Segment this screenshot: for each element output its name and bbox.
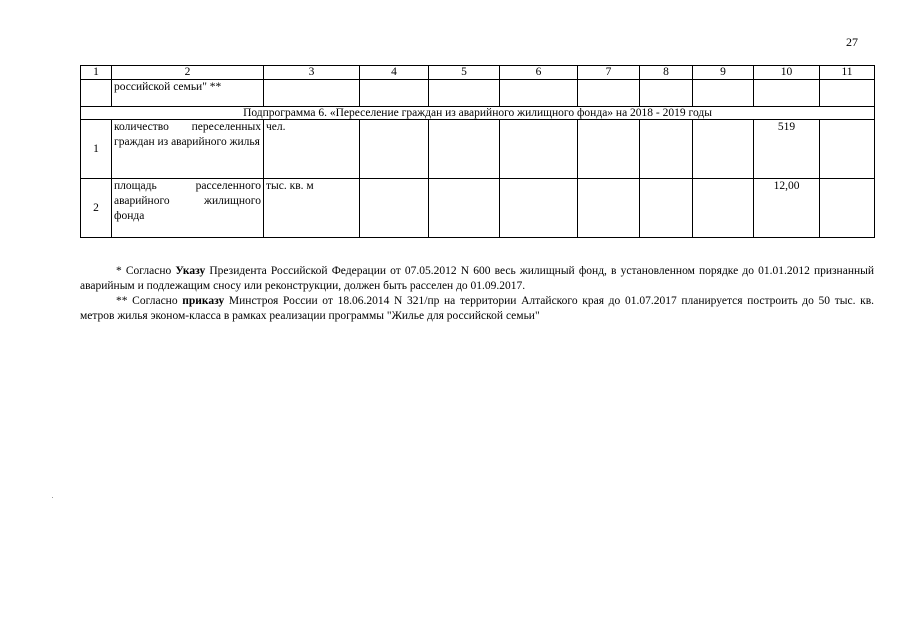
unit-cell: чел. (264, 120, 360, 179)
footnote-2-text: Минстроя России от 18.06.2014 N 321/пр на территории Алтайского края до 01.07.2017 планируется построить до 50 тыс. кв. метров жилья эконом-класса в рамках реализации программы "Жилье для российской семьи" (80, 295, 875, 322)
footnote-1-text: Президента Российской Федерации от 07.05.2012 N 600 весь жилищный фонд, в установленном порядке до 01.01.2012 признанный аварийным и подлежащим сносу или реконструкции, должен быть расселен до 01.09.2017. (80, 265, 875, 292)
col-num-11: 11 (820, 66, 875, 80)
footnote-2-bold: приказу (182, 295, 225, 307)
indicator-name: количество переселенных граждан из аварийного жилья (112, 120, 264, 179)
footnote-2 (80, 294, 874, 324)
col-num-5: 5 (429, 66, 500, 80)
row-number: 1 (81, 120, 112, 179)
col-num-2: 2 (112, 66, 264, 80)
footnote-1 (80, 264, 874, 294)
table-row (81, 120, 875, 179)
col-num-3: 3 (264, 66, 360, 80)
value-col10: 519 (754, 120, 820, 179)
col-num-8: 8 (640, 66, 693, 80)
page-number: 27 (846, 35, 858, 49)
footnotes (80, 264, 874, 324)
col-num-7: 7 (578, 66, 640, 80)
scan-speck (52, 497, 53, 498)
col-num-1: 1 (81, 66, 112, 80)
subprogram-title: Подпрограмма 6. «Переселение граждан из аварийного жилищного фонда» на 2018 - 2019 годы (81, 107, 875, 120)
footnote-1-prefix: * Согласно (116, 265, 176, 277)
col-num-10: 10 (754, 66, 820, 80)
col-num-9: 9 (693, 66, 754, 80)
footnote-1-bold: Указу (175, 265, 206, 277)
table-row (81, 179, 875, 238)
col-num-4: 4 (360, 66, 429, 80)
unit-cell: тыс. кв. м (264, 179, 360, 238)
indicators-table (80, 65, 875, 238)
value-col10: 12,00 (754, 179, 820, 238)
indicator-name: площадь расселенного аварийного жилищного фонда (112, 179, 264, 238)
row-number: 2 (81, 179, 112, 238)
footnote-2-prefix: ** Согласно (116, 295, 183, 307)
col-num-6: 6 (500, 66, 578, 80)
subprogram-title-row (81, 107, 875, 120)
continued-name-cell: российской семьи" ** (112, 80, 264, 107)
column-number-row (81, 66, 875, 80)
table-row-continued (81, 80, 875, 107)
